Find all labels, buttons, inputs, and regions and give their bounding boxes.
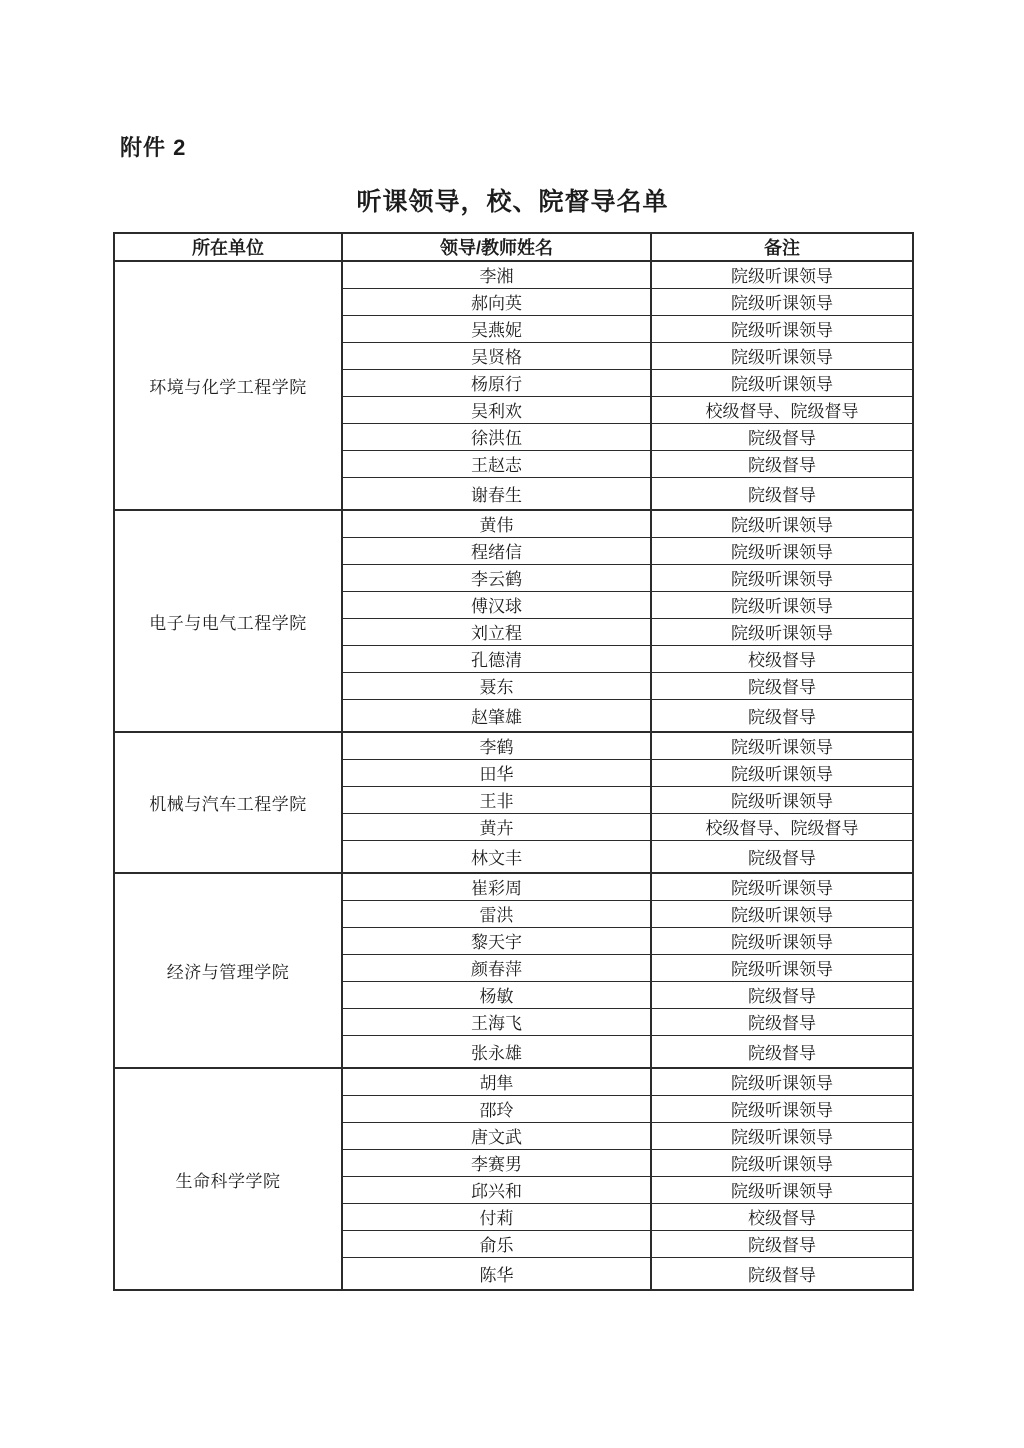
remark-cell: 院级听课领导 <box>651 732 913 759</box>
table-row <box>114 1068 913 1095</box>
table-row <box>114 873 913 900</box>
person-name-cell: 邱兴和 <box>342 1176 651 1203</box>
remark-cell: 院级督导 <box>651 1035 913 1068</box>
remark-cell: 院级督导 <box>651 423 913 450</box>
remark-cell: 院级听课领导 <box>651 369 913 396</box>
person-name-cell: 徐洪伍 <box>342 423 651 450</box>
remark-cell: 院级督导 <box>651 450 913 477</box>
remark-cell: 院级听课领导 <box>651 618 913 645</box>
person-name-cell: 黄卉 <box>342 813 651 840</box>
remark-cell: 院级听课领导 <box>651 1122 913 1149</box>
person-name-cell: 胡隼 <box>342 1068 651 1095</box>
remark-cell: 院级督导 <box>651 1230 913 1257</box>
unit-section <box>114 1068 913 1290</box>
remark-cell: 院级听课领导 <box>651 1149 913 1176</box>
person-name-cell: 聂东 <box>342 672 651 699</box>
remark-cell: 院级听课领导 <box>651 954 913 981</box>
person-name-cell: 田华 <box>342 759 651 786</box>
person-name-cell: 颜春萍 <box>342 954 651 981</box>
person-name-cell: 李赛男 <box>342 1149 651 1176</box>
remark-cell: 校级督导、院级督导 <box>651 396 913 423</box>
table-container <box>113 232 912 1291</box>
unit-name-cell: 电子与电气工程学院 <box>114 510 342 732</box>
person-name-cell: 程绪信 <box>342 537 651 564</box>
table-header <box>114 233 913 261</box>
remark-cell: 院级听课领导 <box>651 1176 913 1203</box>
remark-cell: 院级督导 <box>651 477 913 510</box>
header-name: 领导/教师姓名 <box>342 233 651 261</box>
attachment-label: 附件 2 <box>120 135 187 160</box>
person-name-cell: 杨敏 <box>342 981 651 1008</box>
person-name-cell: 俞乐 <box>342 1230 651 1257</box>
remark-cell: 院级督导 <box>651 981 913 1008</box>
remark-cell: 院级督导 <box>651 840 913 873</box>
person-name-cell: 付莉 <box>342 1203 651 1230</box>
remark-cell: 院级听课领导 <box>651 900 913 927</box>
person-name-cell: 王赵志 <box>342 450 651 477</box>
remark-cell: 院级听课领导 <box>651 288 913 315</box>
unit-section <box>114 873 913 1068</box>
unit-section <box>114 732 913 873</box>
person-name-cell: 谢春生 <box>342 477 651 510</box>
person-name-cell: 刘立程 <box>342 618 651 645</box>
person-name-cell: 黎天宇 <box>342 927 651 954</box>
remark-cell: 院级听课领导 <box>651 510 913 537</box>
remark-cell: 院级听课领导 <box>651 342 913 369</box>
remark-cell: 院级听课领导 <box>651 759 913 786</box>
person-name-cell: 李云鹤 <box>342 564 651 591</box>
table-row <box>114 732 913 759</box>
person-name-cell: 赵肇雄 <box>342 699 651 732</box>
unit-name-cell: 生命科学学院 <box>114 1068 342 1290</box>
remark-cell: 院级听课领导 <box>651 1095 913 1122</box>
remark-cell: 院级听课领导 <box>651 537 913 564</box>
remark-cell: 院级听课领导 <box>651 261 913 288</box>
remark-cell: 校级督导 <box>651 645 913 672</box>
person-name-cell: 王海飞 <box>342 1008 651 1035</box>
person-name-cell: 吴燕妮 <box>342 315 651 342</box>
remark-cell: 院级督导 <box>651 672 913 699</box>
person-name-cell: 唐文武 <box>342 1122 651 1149</box>
unit-name-cell: 环境与化学工程学院 <box>114 261 342 510</box>
person-name-cell: 张永雄 <box>342 1035 651 1068</box>
header-note: 备注 <box>651 233 913 261</box>
remark-cell: 院级督导 <box>651 1257 913 1290</box>
remark-cell: 院级督导 <box>651 1008 913 1035</box>
person-name-cell: 孔德清 <box>342 645 651 672</box>
person-name-cell: 王非 <box>342 786 651 813</box>
remark-cell: 院级听课领导 <box>651 591 913 618</box>
table-row <box>114 261 913 288</box>
unit-name-cell: 机械与汽车工程学院 <box>114 732 342 873</box>
person-name-cell: 邵玲 <box>342 1095 651 1122</box>
remark-cell: 校级督导 <box>651 1203 913 1230</box>
remark-cell: 院级听课领导 <box>651 315 913 342</box>
person-name-cell: 雷洪 <box>342 900 651 927</box>
remark-cell: 院级听课领导 <box>651 564 913 591</box>
supervision-table <box>113 232 914 1291</box>
remark-cell: 院级听课领导 <box>651 873 913 900</box>
unit-section <box>114 261 913 510</box>
remark-cell: 院级听课领导 <box>651 927 913 954</box>
person-name-cell: 杨原行 <box>342 369 651 396</box>
table-row <box>114 510 913 537</box>
remark-cell: 校级督导、院级督导 <box>651 813 913 840</box>
unit-section <box>114 510 913 732</box>
person-name-cell: 林文丰 <box>342 840 651 873</box>
page-title: 听课领导，校、院督导名单 <box>356 188 669 216</box>
person-name-cell: 崔彩周 <box>342 873 651 900</box>
person-name-cell: 郝向英 <box>342 288 651 315</box>
remark-cell: 院级听课领导 <box>651 1068 913 1095</box>
header-unit: 所在单位 <box>114 233 342 261</box>
remark-cell: 院级听课领导 <box>651 786 913 813</box>
person-name-cell: 吴贤格 <box>342 342 651 369</box>
person-name-cell: 黄伟 <box>342 510 651 537</box>
header-row <box>114 233 913 261</box>
person-name-cell: 傅汉球 <box>342 591 651 618</box>
person-name-cell: 陈华 <box>342 1257 651 1290</box>
person-name-cell: 李鹤 <box>342 732 651 759</box>
unit-name-cell: 经济与管理学院 <box>114 873 342 1068</box>
remark-cell: 院级督导 <box>651 699 913 732</box>
person-name-cell: 吴利欢 <box>342 396 651 423</box>
person-name-cell: 李湘 <box>342 261 651 288</box>
